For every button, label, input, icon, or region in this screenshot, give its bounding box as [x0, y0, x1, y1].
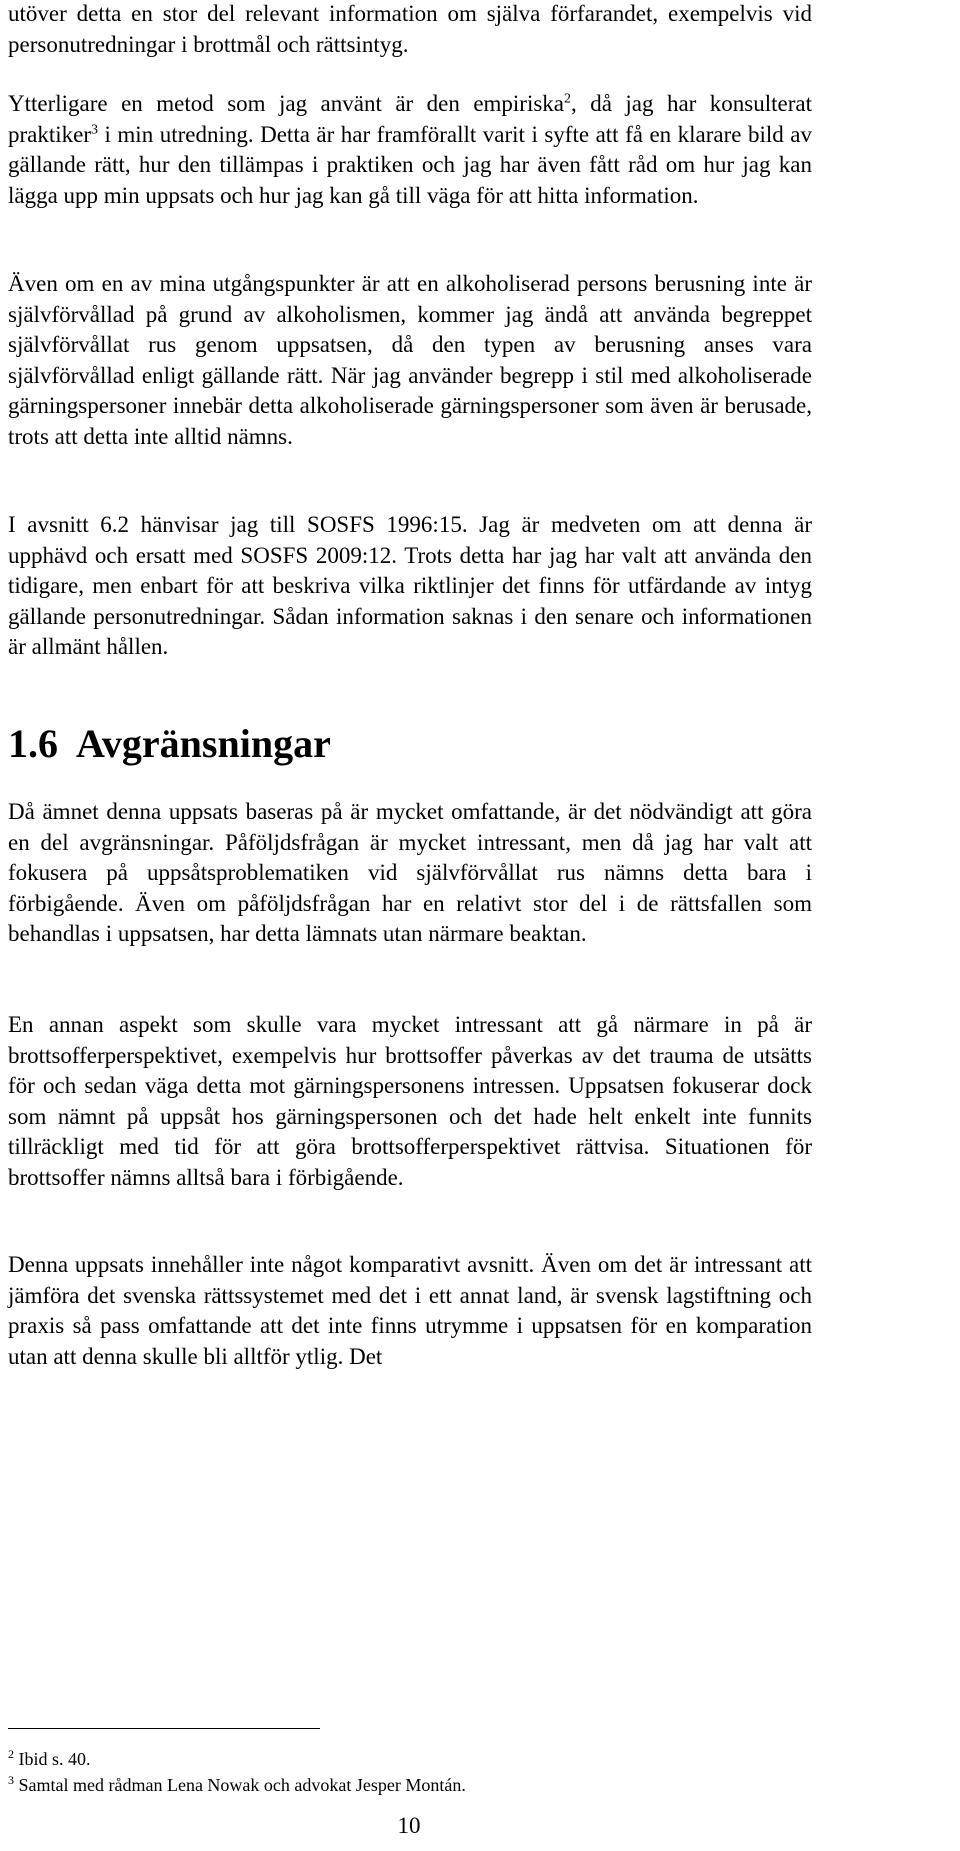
section-heading: [8, 720, 812, 768]
paragraph-method: [8, 89, 812, 211]
paragraph-starting-points: [8, 269, 812, 452]
footnote-number: 2: [8, 1747, 14, 1761]
paragraph-sosfs: [8, 510, 812, 663]
paragraph-text: En annan aspekt som skulle vara mycket intressant att gå närmare in på är brottsofferperspektivet, exempelvis hur brottsoffer påverkas av det trauma de utsätts för och sedan väga detta mot gärningspersonens intressen. Uppsatsen fokuserar dock som nämnt på uppsåt hos gärningspersonen och det hade helt enkelt inte funnits tillräckligt med tid för att göra brottsofferperspektivet rättvisa. Situationen för brottsoffer nämns alltså bara i förbigående.: [8, 1012, 812, 1190]
paragraph-continuation: [8, 0, 812, 60]
paragraph-comparative: [8, 1250, 812, 1372]
section-title: Avgränsningar: [76, 721, 331, 766]
footnote-item: [8, 1746, 812, 1772]
paragraph-text: Då ämnet denna uppsats baseras på är mycket omfattande, är det nödvändigt att göra en del avgränsningar. Påföljdsfrågan är mycket intressant, men då jag har valt att fokusera på uppsåtsproblematiken vid självförvållat rus nämns detta bara i förbigående. Även om påföljdsfrågan har en relativt stor del i de rättsfallen som behandlas i uppsatsen, har detta lämnats utan närmare beaktan.: [8, 799, 812, 946]
paragraph-text: Denna uppsats innehåller inte något komparativt avsnitt. Även om det är intressant att jämföra det svenska rättssystemet med det i ett annat land, är svensk lagstiftning och praxis så pass omfattande att det inte finns utrymme i uppsatsen för en komparation utan att denna skulle bli alltför ytlig. Det: [8, 1252, 812, 1369]
page-number: 10: [397, 1813, 421, 1838]
paragraph-text-part: Ytterligare en metod som jag använt är den empiriska: [8, 91, 565, 116]
footnote-number: 3: [8, 1773, 14, 1787]
section-number: 1.6: [8, 721, 58, 766]
paragraph-text: Även om en av mina utgångspunkter är att en alkoholiserad persons berusning inte är självförvållad på grund av alkoholismen, kommer jag ändå att använda begreppet självförvållat rus genom uppsatsen, då den typen av berusning anses vara självförvållad enligt gällande rätt. När jag använder begrepp i stil med alkoholiserade gärningspersoner innebär detta alkoholiserade gärningspersoner som även är berusade, trots att detta inte alltid nämns.: [8, 271, 812, 449]
footnote-text: Ibid s. 40.: [18, 1749, 91, 1769]
footnote-ref-2[interactable]: 2: [564, 91, 572, 107]
paragraph-text-part: i min utredning. Detta är har framförallt varit i syfte att få en klarare bild av gällande rätt, hur den tillämpas i praktiken och jag har även fått råd om hur jag kan lägga upp min uppsats och hur jag kan gå till väga för att hitta information.: [8, 121, 812, 208]
footnote-text: Samtal med rådman Lena Nowak och advokat Jesper Montán.: [18, 1775, 466, 1795]
paragraph-text: utöver detta en stor del relevant information om själva förfarandet, exempelvis vid personutredningar i brottmål och rättsintyg.: [8, 1, 812, 57]
paragraph-victim-perspective: [8, 1010, 812, 1193]
footnotes: [8, 1746, 812, 1798]
paragraph-delimitations: [8, 797, 812, 950]
footnote-ref-3[interactable]: 3: [91, 121, 99, 137]
paragraph-text: I avsnitt 6.2 hänvisar jag till SOSFS 1996:15. Jag är medveten om att denna är upphävd och ersatt med SOSFS 2009:12. Trots detta har jag har valt att använda den tidigare, men enbart för att beskriva vilka riktlinjer det finns för utfärdande av intyg gällande personutredningar. Sådan information saknas i den senare och informationen är allmänt hållen.: [8, 512, 812, 659]
paragraph-text-part: , då jag har konsulterat praktiker: [8, 91, 812, 147]
footnote-item: [8, 1772, 812, 1798]
footnote-separator: [8, 1728, 320, 1729]
